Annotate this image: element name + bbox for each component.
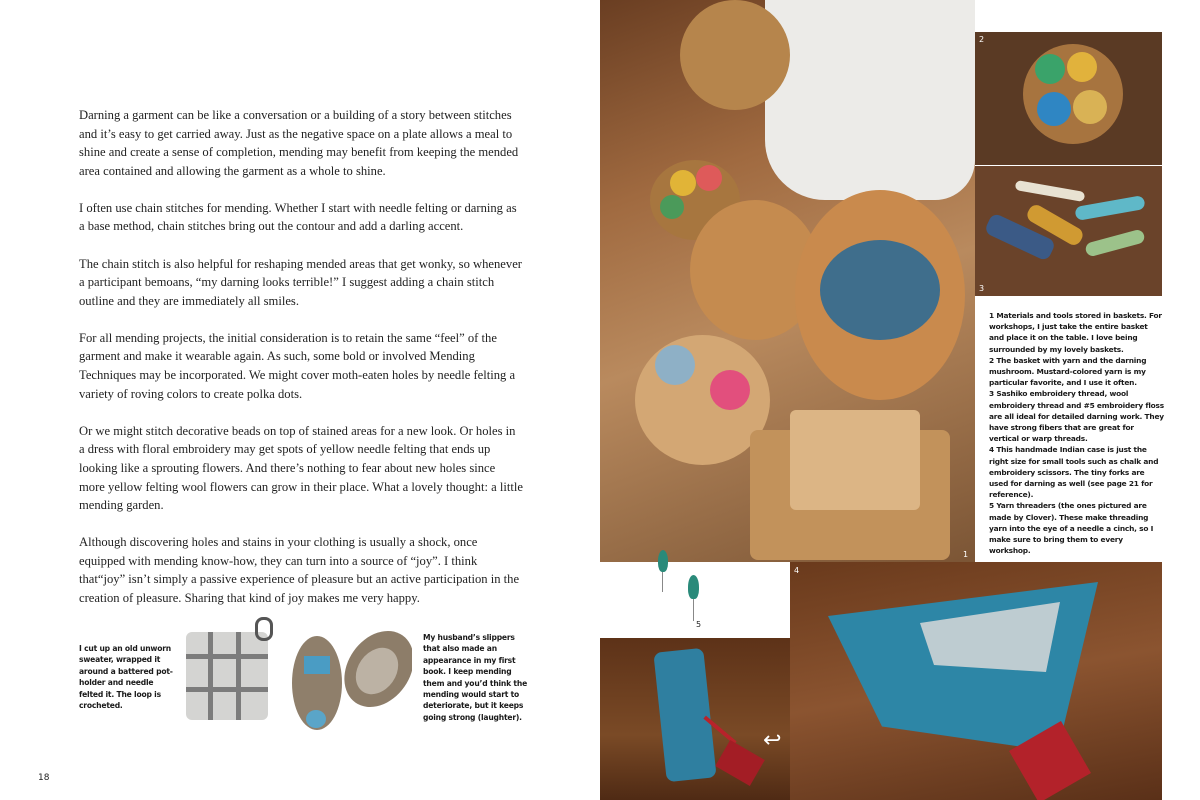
paragraph: Or we might stitch decorative beads on top of stained areas for a new look. Or holes in a dress with floral embroidery may get spots of yellow needle felting that ends up looking like a sprouting flowers. And there’s nothing to fear about new holes since more yellow felting wool flowers can grow in their place. What a lovely thought: a little mending garden.	[79, 423, 523, 513]
paragraph: I often use chain stitches for mending. Whether I start with needle felting or darning as a base method, chain stitches bring out the contour and add a darling accent.	[79, 200, 517, 234]
photo-label: 2	[979, 35, 985, 44]
yarn-basket-photo	[975, 32, 1162, 165]
photo-label: 1	[963, 550, 969, 559]
body-text	[79, 106, 524, 626]
photo-label: 4	[794, 566, 800, 575]
photo-caption-5: 5 Yarn threaders (the ones pictured are made by Clover). These make threading yarn into the eye of a needle a cinch, so I make sure to bring them to every workshop.	[989, 501, 1154, 556]
baskets-photo	[600, 0, 975, 562]
paragraph: The chain stitch is also helpful for reshaping mended areas that get wonky, so whenever a participant bemoans, “my darning looks terrible!” I suggest adding a chain stitch outline and they are immediately all smiles.	[79, 256, 522, 308]
yarn-threaders-image	[650, 545, 710, 630]
photo-caption-3: 3 Sashiko embroidery thread, wool embroidery thread and #5 embroidery floss are all ideal for detailed darning work. They have strong fibers that are great for vertical or warp threads.	[989, 389, 1164, 444]
page-number: 18	[38, 773, 50, 783]
paragraph: For all mending projects, the initial consideration is to retain the same “feel” of the garment and make it wearable again. As such, some bold or involved Mending Techniques may be incorporated. We might cover moth-eaten holes by needle felting a variety of roving colors to create polka dots.	[79, 330, 516, 401]
photo-label: 3	[979, 284, 985, 293]
paragraph: Darning a garment can be like a conversation or a building of a story between stitches and it’s easy to get carried away. Just as the negative space on a plate allows a meal to shine and create a sense of completion, mending may benefit from keeping the mended area contained and allowing the garment as a whole to shine.	[79, 108, 519, 178]
potholder-image	[186, 632, 268, 720]
photo-caption-4: 4 This handmade Indian case is just the right size for small tools such as chalk and embroidery scissors. The tiny forks are used for darning as well (see page 21 for reference).	[989, 445, 1159, 500]
slippers-image	[292, 628, 412, 730]
arrow-icon: ↩	[763, 728, 782, 753]
photo-caption-1: 1 Materials and tools stored in baskets. For workshops, I just take the entire basket and place it on the table. I love being surrounded by my lovely baskets.	[989, 311, 1162, 354]
threads-photo	[975, 166, 1162, 296]
photo-caption-2: 2 The basket with yarn and the darning mushroom. Mustard-colored yarn is my particular favorite, and I use it often.	[989, 355, 1147, 388]
rolled-case-photo	[600, 638, 790, 800]
loop-icon	[255, 617, 273, 641]
indian-case-photo	[790, 562, 1162, 800]
slippers-caption: My husband’s slippers that also made an appearance in my first book. I keep mending them and you’d think the mending would start to deteriorate, but it keeps going strong (laughter).	[423, 633, 528, 722]
potholder-caption: I cut up an old unworn sweater, wrapped it around a battered pot-holder and needle felted it. The loop is crocheted.	[79, 644, 173, 711]
photo-captions	[989, 310, 1164, 556]
photo-label: 5	[696, 620, 702, 629]
paragraph: Although discovering holes and stains in your clothing is usually a shock, once equipped with mending know-how, they can turn into a source of “joy”. I think that“joy” isn’t simply a passive experience of pleasure but an active participation in the creation of pleasure. Sharing that kind of joy makes me very happy.	[79, 535, 520, 605]
